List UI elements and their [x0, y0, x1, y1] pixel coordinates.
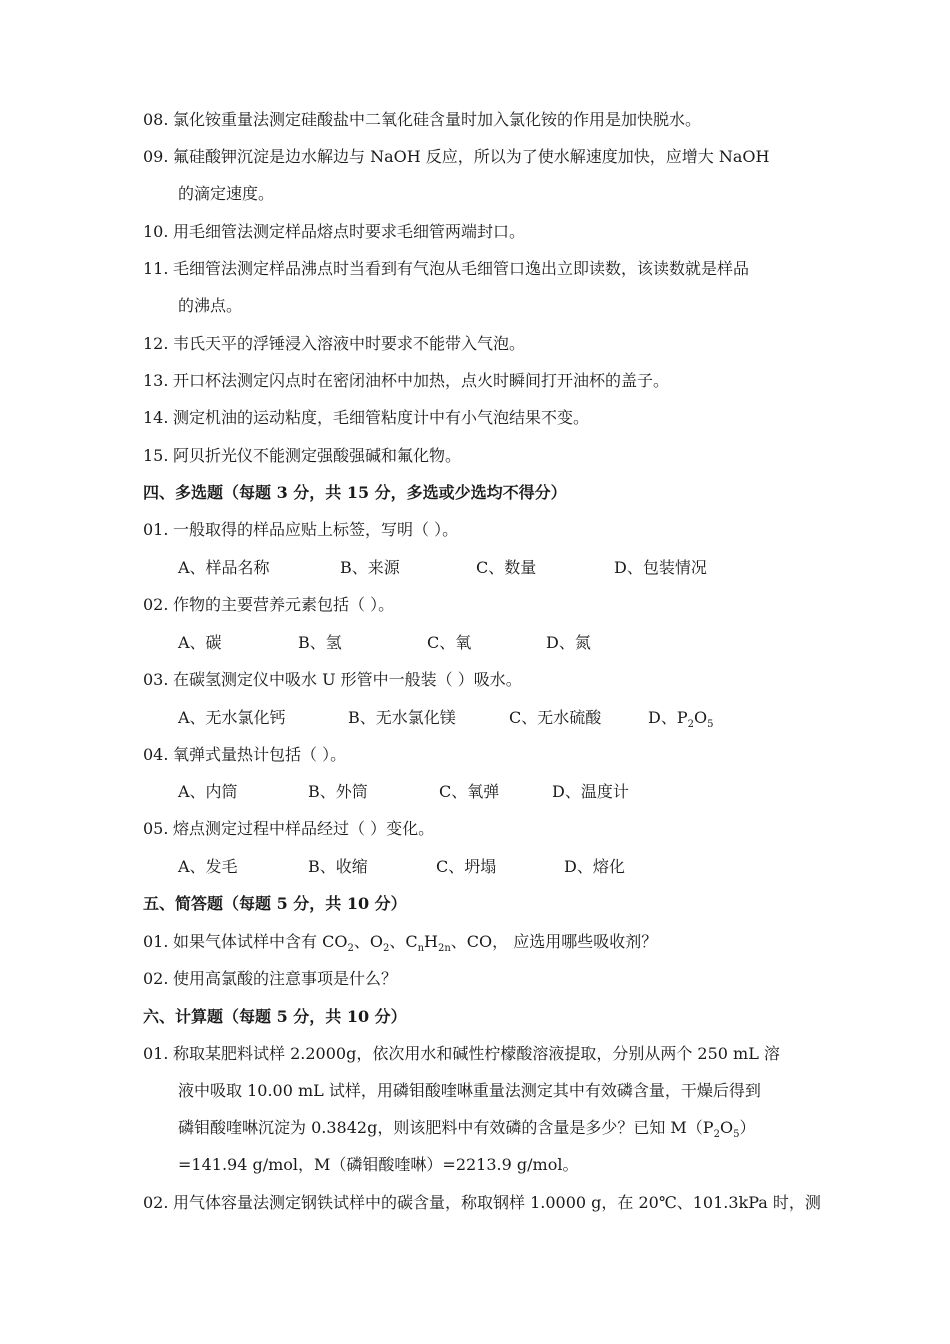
question-item: 01. 称取某肥料试样 2.2000g，依次用水和碱性柠檬酸溶液提取，分别从两个 250 mL 溶 — [143, 1044, 780, 1063]
option: D、包装情况 — [614, 558, 707, 577]
question-item: 08. 氯化铵重量法测定硅酸盐中二氧化硅含量时加入氯化铵的作用是加快脱水。 — [143, 110, 702, 129]
option: C、氧 — [427, 633, 472, 652]
question-item: 01. 如果气体试样中含有 $CO_2$、$O_2$、$C_nH_{2n}$、CO， 应选用哪些吸收剂？ — [143, 932, 658, 954]
question-item: 12. 韦氏天平的浮锤浸入溶液中时要求不能带入气泡。 — [143, 334, 526, 353]
question-item: 14. 测定机油的运动粘度，毛细管粘度计中有小气泡结果不变。 — [143, 408, 590, 427]
question-item: 13. 开口杯法测定闪点时在密闭油杯中加热，点火时瞬间打开油杯的盖子。 — [143, 371, 670, 390]
question-continuation: 的滴定速度。 — [178, 184, 275, 203]
option-p2o5: D、$P_2O_5$ — [648, 708, 714, 730]
question-item: 04. 氧弹式量热计包括（ ）。 — [143, 745, 347, 764]
option: B、无水氯化镁 — [348, 708, 456, 727]
question-item: 02. 用气体容量法测定钢铁试样中的碳含量，称取钢样 1.0000 g，在 20℃、101.3kPa 时，测 — [143, 1193, 821, 1212]
section-heading: 六、计算题（每题 5 分，共 10 分） — [143, 1007, 407, 1026]
option: A、内筒 — [178, 782, 238, 801]
option: A、碳 — [178, 633, 222, 652]
question-item: 09. 氟硅酸钾沉淀是边水解边与 NaOH 反应，所以为了使水解速度加快，应增大 NaOH — [143, 147, 770, 166]
option: B、来源 — [340, 558, 400, 577]
option: A、样品名称 — [178, 558, 270, 577]
section-heading: 四、多选题（每题 3 分，共 15 分，多选或少选均不得分） — [143, 483, 567, 502]
question-item: 11. 毛细管法测定样品沸点时当看到有气泡从毛细管口逸出立即读数，该读数就是样品 — [143, 259, 750, 278]
question-continuation: =141.94 g/mol，M（磷钼酸喹啉）=2213.9 g/mol。 — [178, 1155, 579, 1174]
question-item: 02. 作物的主要营养元素包括（ ）。 — [143, 595, 395, 614]
option: C、坍塌 — [436, 857, 497, 876]
option: B、外筒 — [308, 782, 368, 801]
option: D、氮 — [546, 633, 591, 652]
option: D、温度计 — [552, 782, 629, 801]
question-item: 05. 熔点测定过程中样品经过（ ）变化。 — [143, 819, 435, 838]
option: A、无水氯化钙 — [178, 708, 286, 727]
question-item: 15. 阿贝折光仪不能测定强酸强碱和氟化物。 — [143, 446, 462, 465]
option: C、氧弹 — [439, 782, 500, 801]
option: C、数量 — [476, 558, 537, 577]
option: B、收缩 — [308, 857, 368, 876]
question-continuation: 的沸点。 — [178, 296, 243, 315]
section-heading: 五、简答题（每题 5 分，共 10 分） — [143, 894, 407, 913]
question-item: 03. 在碳氢测定仪中吸水 U 形管中一般装（ ）吸水。 — [143, 670, 522, 689]
option: C、无水硫酸 — [509, 708, 602, 727]
question-item: 02. 使用高氯酸的注意事项是什么？ — [143, 969, 398, 988]
question-item: 10. 用毛细管法测定样品熔点时要求毛细管两端封口。 — [143, 222, 526, 241]
option: D、熔化 — [564, 857, 625, 876]
option: A、发毛 — [178, 857, 238, 876]
option: B、氢 — [298, 633, 342, 652]
question-continuation: 液中吸取 10.00 mL 试样，用磷钼酸喹啉重量法测定其中有效磷含量，干燥后得到 — [178, 1081, 761, 1100]
question-continuation: 磷钼酸喹啉沉淀为 0.3842g，则该肥料中有效磷的含量是多少？已知 $M(P_2O_5)$ — [178, 1118, 756, 1140]
question-item: 01. 一般取得的样品应贴上标签，写明（ ）。 — [143, 520, 459, 539]
